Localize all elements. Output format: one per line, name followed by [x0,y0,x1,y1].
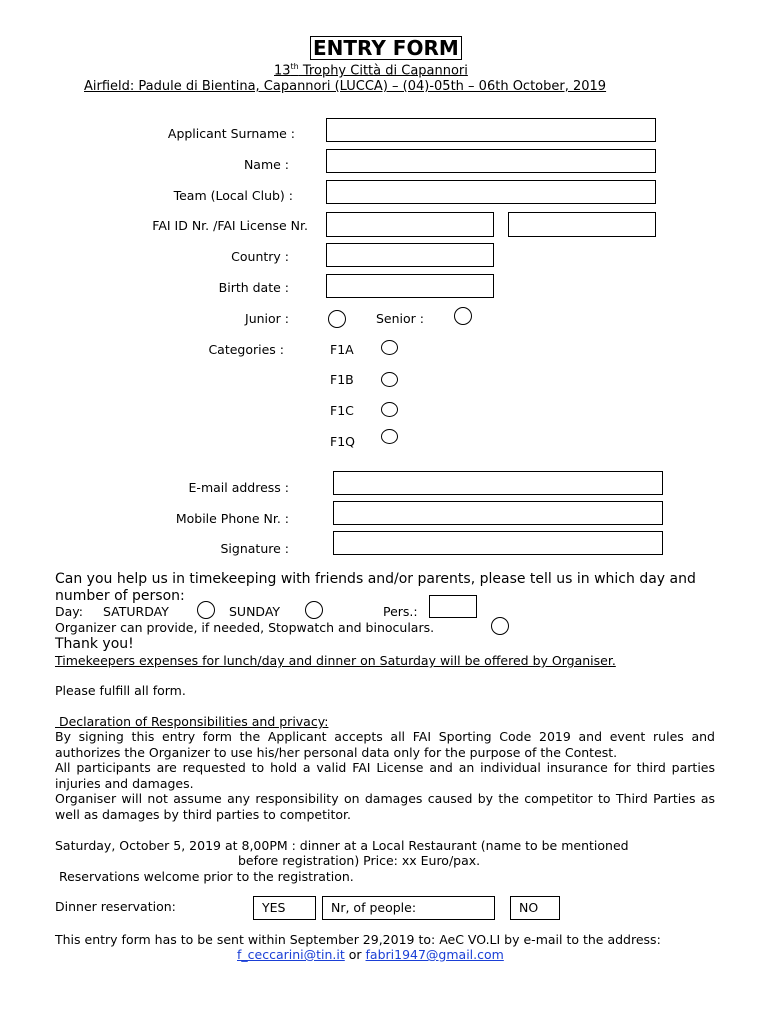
phone-input[interactable] [333,501,663,525]
airfield-line: Airfield: Padule di Bientina, Capannori (LUCCA) – (04)-05th – 06th October, 2019 [84,79,607,94]
category-f1q-radio[interactable] [381,429,398,444]
saturday-radio[interactable] [197,601,215,619]
expenses-note: Timekeepers expenses for lunch/day and dinner on Saturday will be offered by Organiser. [55,653,616,668]
declaration-paragraph-1: By signing this entry form the Applicant accepts all FAI Sporting Code 2019 and event rules and authorizes the Organizer to use his/her personal data only for the purpose of the Contest. [55,729,715,760]
sunday-label: SUNDAY [229,604,281,619]
fai-license-input[interactable] [508,212,656,237]
category-f1a-radio[interactable] [381,340,398,355]
junior-radio[interactable] [328,310,346,328]
category-f1c-label: F1C [330,403,354,418]
dinner-line-1: Saturday, October 5, 2019 at 8,00PM : dinner at a Local Restaurant (name to be mentioned [55,838,629,853]
email-link-fabri[interactable]: fabri1947@gmail.com [365,947,504,962]
dinner-yes-box[interactable]: YES [253,896,316,920]
junior-label: Junior : [245,311,289,326]
persons-input[interactable] [429,595,477,618]
send-instructions: This entry form has to be sent within September 29,2019 to: AeC VO.LI by e-mail to the address: [55,932,661,947]
declaration-heading: Declaration of Responsibilities and privacy: [55,714,329,729]
declaration-paragraph-3: Organiser will not assume any responsibility on damages caused by the competitor to Third Parties as well as damages by third parties to competitor. [55,791,715,822]
senior-radio[interactable] [454,307,472,325]
email-input[interactable] [333,471,663,495]
dinner-reservation-label: Dinner reservation: [55,899,176,914]
category-f1b-label: F1B [330,372,354,387]
trophy-subtitle [274,62,468,78]
day-label: Day: [55,604,83,619]
country-label: Country : [231,249,289,264]
category-f1q-label: F1Q [330,434,355,449]
signature-input[interactable] [333,531,663,555]
sunday-radio[interactable] [305,601,323,619]
categories-label: Categories : [208,342,284,357]
trophy-sup: th [290,62,299,71]
surname-label: Applicant Surname : [167,126,295,141]
or-text: or [344,947,366,962]
birth-label: Birth date : [218,280,289,295]
dinner-line-3: Reservations welcome prior to the registration. [55,869,354,884]
phone-label: Mobile Phone Nr. : [175,511,289,526]
name-input[interactable] [326,149,656,173]
fai-id-input[interactable] [326,212,494,237]
saturday-label: SATURDAY [103,604,169,619]
category-f1a-label: F1A [330,342,354,357]
page-title: ENTRY FORM [310,36,462,60]
surname-input[interactable] [326,118,656,142]
email-link-ceccarini[interactable]: f_ceccarini@tin.it [237,947,345,962]
stopwatch-radio[interactable] [491,617,509,635]
team-input[interactable] [326,180,656,204]
email-links [237,947,504,962]
timekeeping-question: Can you help us in timekeeping with friends and/or parents, please tell us in which day and number of person: [55,571,696,604]
senior-label: Senior : [376,311,424,326]
thank-you-text: Thank you! [55,636,134,652]
category-f1b-radio[interactable] [381,372,398,387]
signature-label: Signature : [220,541,289,556]
dinner-line-2: before registration) Price: xx Euro/pax. [238,853,481,868]
name-label: Name : [243,157,289,172]
declaration-paragraph-2: All participants are requested to hold a valid FAI License and an individual insurance for third parties injuries and damages. [55,760,715,791]
category-f1c-radio[interactable] [381,402,398,417]
team-label: Team (Local Club) : [173,188,293,203]
dinner-no-box[interactable]: NO [510,896,560,920]
persons-label: Pers.: [383,604,418,619]
organizer-note: Organizer can provide, if needed, Stopwatch and binoculars. [55,620,435,635]
dinner-people-box[interactable]: Nr, of people: [322,896,495,920]
country-input[interactable] [326,243,494,267]
trophy-number: 13 [274,63,291,79]
trophy-name: Trophy Città di Capannori [298,63,468,79]
fulfill-note: Please fulfill all form. [55,683,186,698]
fai-label: FAI ID Nr. /FAI License Nr. [152,218,308,233]
email-label: E-mail address : [188,480,289,495]
birth-date-input[interactable] [326,274,494,298]
